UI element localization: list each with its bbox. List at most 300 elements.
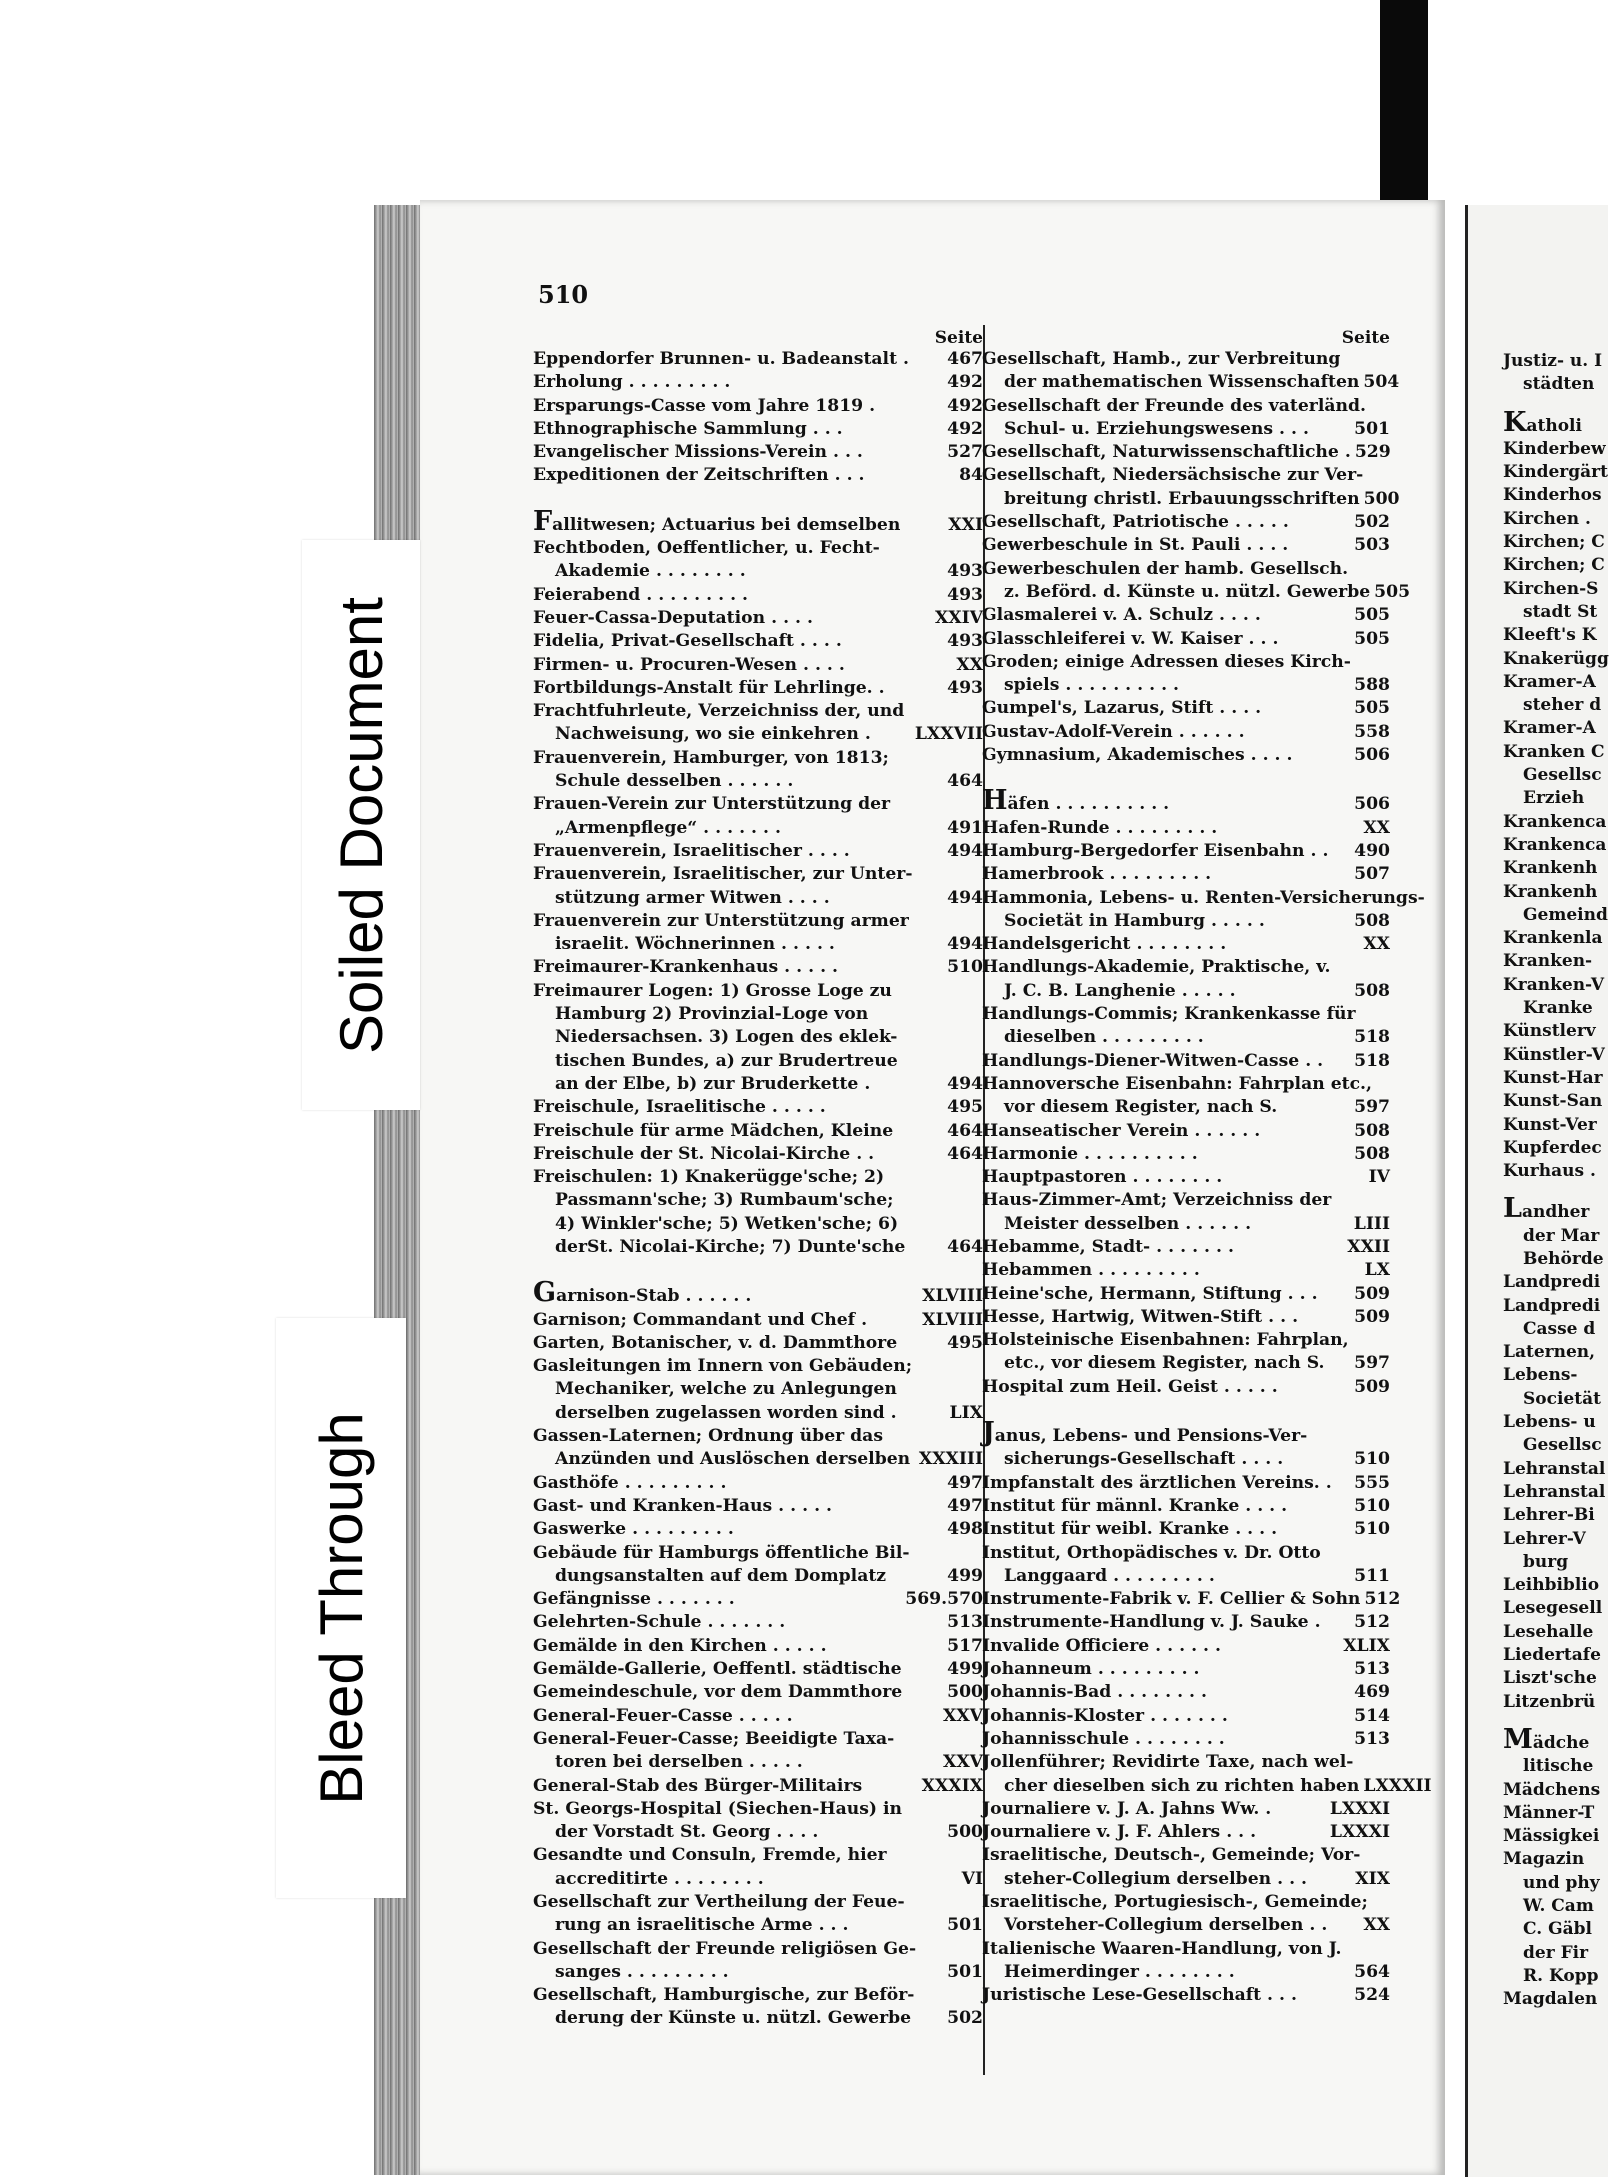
entry-page: 497 <box>947 1495 983 1516</box>
entry-title: an der Elbe, b) zur Bruderkette . <box>555 1073 871 1094</box>
index-entry <box>533 1425 983 1448</box>
entry-page: 493 <box>947 631 983 652</box>
index-entry <box>982 956 1390 979</box>
index-entry <box>533 1961 983 1984</box>
index-entry <box>533 2007 983 2030</box>
fragment-entry: der Fir <box>1523 1942 1589 1963</box>
index-entry <box>982 464 1390 487</box>
index-entry <box>982 721 1390 744</box>
index-entry <box>533 441 983 464</box>
entry-title: steher-Collegium derselben . . . <box>1004 1868 1308 1889</box>
index-entry <box>533 1705 983 1728</box>
entry-page: 588 <box>1354 675 1390 696</box>
index-entry <box>982 1658 1390 1681</box>
fragment-entry: Justiz- u. I <box>1503 351 1603 371</box>
index-entry <box>533 1166 983 1189</box>
entry-title: Handlungs-Diener-Witwen-Casse . . <box>982 1050 1324 1071</box>
entry-title: Niedersachsen. 3) Logen des eklek- <box>555 1027 898 1048</box>
index-entry <box>982 534 1390 557</box>
fragment-entry: Krankenla <box>1503 928 1603 949</box>
index-entry <box>982 1728 1390 1751</box>
index-entry <box>982 1166 1390 1189</box>
index-entry <box>533 505 983 537</box>
entry-page: 501 <box>1354 418 1390 439</box>
entry-title: Hauptpastoren . . . . . . . . <box>982 1167 1223 1188</box>
index-entry <box>533 1026 983 1049</box>
fragment-entry: Litzenbrü <box>1503 1691 1596 1712</box>
index-entry <box>533 607 983 630</box>
page-number: 510 <box>538 280 589 309</box>
entry-title: Anzünden und Auslöschen derselben <box>555 1449 911 1470</box>
index-entry <box>533 1096 983 1119</box>
fragment-entry: Katholi <box>1503 406 1582 438</box>
entry-title: Expeditionen der Zeitschriften . . . <box>533 465 865 486</box>
entry-page: 512 <box>1364 1589 1401 1610</box>
fragment-entry: Mässigkei <box>1503 1826 1600 1847</box>
entry-page: 492 <box>947 395 983 416</box>
fragment-entry: Kranken-V <box>1503 974 1605 995</box>
index-entry <box>533 1611 983 1634</box>
index-entry <box>533 1658 983 1681</box>
entry-page: 518 <box>1354 1027 1390 1048</box>
index-entry <box>982 1283 1390 1306</box>
fragment-entry: Casse d <box>1523 1318 1596 1339</box>
fragment-entry: Kranken C <box>1503 741 1605 762</box>
entry-title: 4) Winkler'sche; 5) Wetken'sche; 6) <box>555 1213 899 1234</box>
entry-page: 494 <box>947 887 983 908</box>
index-entry <box>982 1259 1390 1282</box>
entry-title: Gesellschaft, Naturwissenschaftliche . <box>982 442 1351 463</box>
entry-title: Hamburg 2) Provinzial-Loge von <box>555 1004 869 1025</box>
entry-title: israelit. Wöchnerinnen . . . . . <box>555 934 835 955</box>
index-entry <box>533 1518 983 1541</box>
entry-title: Johanneum . . . . . . . . . <box>982 1659 1200 1680</box>
entry-title: Meister desselben . . . . . . <box>1004 1213 1252 1234</box>
index-column-right <box>982 328 1432 2007</box>
entry-title: Institut für männl. Kranke . . . . <box>982 1495 1288 1516</box>
fragment-entry: Kunst-Har <box>1503 1067 1603 1088</box>
entry-page: 510 <box>1354 1495 1390 1516</box>
fragment-entry: Künstlerv <box>1503 1021 1596 1042</box>
entry-title: Garnison-Stab . . . . . . <box>533 1277 752 1309</box>
entry-title: Freischule, Israelitische . . . . . <box>533 1097 826 1118</box>
index-entry <box>982 1611 1390 1634</box>
entry-title: Israelitische, Portugiesisch-, Gemeinde; <box>982 1892 1368 1912</box>
entry-page: 555 <box>1354 1472 1390 1493</box>
index-entry <box>533 654 983 677</box>
entry-title: Fallitwesen; Actuarius bei demselben <box>533 505 901 537</box>
column-header-seite: Seite <box>1341 328 1390 348</box>
entry-page: 509 <box>1354 1376 1390 1397</box>
entry-title: Haus-Zimmer-Amt; Verzeichniss der <box>982 1190 1332 1211</box>
entry-title: Journaliere v. J. A. Jahns Ww. . <box>982 1798 1272 1819</box>
entry-page: IV <box>1368 1167 1390 1188</box>
fragment-entry: steher d <box>1523 695 1602 716</box>
entry-page: 513 <box>1354 1728 1390 1749</box>
fragment-entry: Kunst-Ver <box>1503 1114 1597 1135</box>
index-entry <box>982 1961 1390 1984</box>
entry-title: Gemeindeschule, vor dem Dammthore <box>533 1682 903 1703</box>
index-entry <box>533 1355 983 1378</box>
index-entry <box>982 558 1390 581</box>
index-entry <box>533 1402 983 1425</box>
fragment-entry: Gesellsc <box>1523 1435 1602 1456</box>
fragment-entry: Mädchens <box>1503 1779 1601 1800</box>
entry-title: Gesellschaft zur Vertheilung der Feue- <box>533 1892 905 1912</box>
index-entry <box>982 1518 1390 1541</box>
entry-page: LXXXI <box>1329 1822 1390 1843</box>
index-entry <box>533 1635 983 1658</box>
index-entry <box>982 1495 1390 1518</box>
entry-page: 509 <box>1354 1306 1390 1327</box>
entry-title: Nachweisung, wo sie einkehren . <box>555 724 871 745</box>
entry-title: General-Stab des Bürger-Militairs <box>533 1775 863 1796</box>
entry-page: 499 <box>947 1659 983 1680</box>
entry-title: Juristische Lese-Gesellschaft . . . <box>982 1985 1297 2006</box>
index-entry <box>982 1189 1390 1212</box>
entry-title: toren bei derselben . . . . . <box>555 1752 803 1773</box>
entry-title: Gemälde-Gallerie, Oeffentl. städtische <box>533 1659 902 1680</box>
index-entry <box>982 1329 1390 1352</box>
entry-page: 497 <box>947 1472 983 1493</box>
entry-title: der mathematischen Wissenschaften <box>1004 372 1360 393</box>
index-entry <box>533 1914 983 1937</box>
entry-page: 509 <box>1354 1283 1390 1304</box>
entry-page: 505 <box>1354 605 1390 626</box>
entry-title: Hebamme, Stadt- . . . . . . . <box>982 1236 1234 1257</box>
entry-title: Gewerbeschulen der hamb. Gesellsch. <box>982 558 1349 579</box>
index-entry <box>982 1821 1390 1844</box>
fragment-entry: Leihbiblio <box>1503 1575 1600 1596</box>
index-entry <box>533 1050 983 1073</box>
entry-title: Impfanstalt des ärztlichen Vereins. . <box>982 1472 1332 1493</box>
entry-page: XLIX <box>1343 1635 1390 1656</box>
index-entry <box>533 933 983 956</box>
index-entry <box>982 980 1390 1003</box>
entry-page: 491 <box>947 817 983 838</box>
entry-page: 492 <box>947 418 983 439</box>
section-initial: F <box>533 505 553 537</box>
entry-title: Frauenverein, Israelitischer . . . . <box>533 840 850 861</box>
section-gap <box>1468 397 1608 411</box>
index-entry <box>982 1775 1432 1798</box>
fragment-entry: Lehranstal <box>1503 1481 1606 1502</box>
fragment-entry: Kunst-San <box>1503 1091 1603 1112</box>
fragment-entry: Laternen, <box>1503 1342 1596 1363</box>
entry-page: 494 <box>947 840 983 861</box>
fragment-entry: Erzieh <box>1523 788 1585 809</box>
entry-title: Johannis-Bad . . . . . . . . <box>982 1682 1207 1703</box>
fragment-entry: Kirchen; C <box>1503 532 1605 553</box>
entry-title: Gesellschaft, Hamburgische, zur Beför- <box>533 1985 915 2006</box>
entry-page: 467 <box>947 349 983 369</box>
index-entry <box>533 1003 983 1026</box>
entry-page: 504 <box>1363 372 1400 393</box>
fragment-entry: Gemeind <box>1523 904 1608 925</box>
entry-title: Journaliere v. J. F. Ahlers . . . <box>982 1822 1257 1843</box>
entry-title: Eppendorfer Brunnen- u. Badeanstalt . <box>533 349 909 369</box>
entry-title: Hanseatischer Verein . . . . . . <box>982 1120 1261 1141</box>
entry-title: Gymnasium, Akademisches . . . . <box>982 745 1293 766</box>
index-entry <box>982 604 1390 627</box>
entry-title: Harmonie . . . . . . . . . . <box>982 1143 1198 1164</box>
fragment-entry: Kinderhos <box>1503 485 1602 506</box>
entry-title: Passmann'sche; 3) Rumbaum'sche; <box>555 1190 894 1211</box>
index-entry <box>982 441 1390 464</box>
entry-page: 527 <box>947 442 983 463</box>
entry-page: 513 <box>947 1612 983 1633</box>
entry-title: Hammonia, Lebens- u. Renten-Versicherungs- <box>982 887 1425 908</box>
entry-title: Mechaniker, welche zu Anlegungen <box>555 1379 897 1400</box>
entry-title: Akademie . . . . . . . . <box>555 561 746 582</box>
fragment-entry: Lehrer-V <box>1503 1528 1586 1549</box>
entry-title: breitung christl. Erbauungsschriften <box>1004 488 1360 509</box>
entry-title: Schul- u. Erziehungswesens . . . <box>1004 418 1309 439</box>
fragment-entry: Lehranstal <box>1503 1458 1606 1479</box>
index-entry <box>533 1378 983 1401</box>
index-entry <box>982 1565 1390 1588</box>
index-entry <box>982 817 1390 840</box>
fragment-entry: Kranken- <box>1503 951 1593 972</box>
fragment-entry: Gesellsc <box>1523 765 1602 786</box>
index-entry <box>533 1189 983 1212</box>
fragment-entry: C. Gäbl <box>1523 1919 1592 1940</box>
index-entry <box>982 348 1390 371</box>
entry-page: 493 <box>947 561 983 582</box>
index-entry <box>982 1868 1390 1891</box>
index-entry <box>982 1751 1390 1774</box>
entry-title: cher dieselben sich zu richten haben <box>1004 1775 1360 1796</box>
index-entry <box>533 1448 983 1471</box>
entry-page: 569.570 <box>905 1589 983 1610</box>
entry-title: Schule desselben . . . . . . <box>555 771 794 792</box>
entry-page: 503 <box>1354 535 1390 556</box>
index-entry <box>982 697 1390 720</box>
index-entry <box>533 1332 983 1355</box>
fragment-entry: Magazin <box>1503 1849 1585 1870</box>
entry-page: 469 <box>1354 1682 1390 1703</box>
entry-title: etc., vor diesem Register, nach S. <box>1004 1353 1325 1374</box>
entry-title: St. Georgs-Hospital (Siechen-Haus) in <box>533 1798 903 1819</box>
section-gap <box>1468 1183 1608 1197</box>
entry-title: Societät in Hamburg . . . . . <box>1004 910 1265 931</box>
entry-page: LX <box>1364 1260 1390 1281</box>
entry-title: rung an israelitische Arme . . . <box>555 1915 849 1936</box>
entry-page: 508 <box>1354 1143 1390 1164</box>
entry-title: accreditirte . . . . . . . . <box>555 1868 764 1889</box>
fragment-entry: litische <box>1523 1756 1594 1777</box>
entry-title: Feierabend . . . . . . . . . <box>533 584 749 605</box>
index-entry <box>982 1798 1390 1821</box>
right-page-text <box>1468 205 1608 2011</box>
index-entry <box>533 1821 983 1844</box>
entry-title: „Armenpflege“ . . . . . . . <box>555 817 781 838</box>
index-entry <box>533 770 983 793</box>
index-entry <box>982 1213 1390 1236</box>
dark-edge-strip <box>1380 0 1428 210</box>
entry-page: 505 <box>1354 628 1390 649</box>
entry-title: dungsanstalten auf dem Domplatz <box>555 1565 887 1586</box>
section-initial: K <box>1503 406 1527 438</box>
entry-title: Holsteinische Eisenbahnen: Fahrplan, <box>982 1330 1349 1351</box>
entry-page: 514 <box>1354 1705 1390 1726</box>
index-entry <box>982 1938 1390 1961</box>
entry-page: 490 <box>1354 840 1390 861</box>
index-entry <box>982 1376 1390 1399</box>
entry-page: 500 <box>947 1822 983 1843</box>
index-entry <box>982 488 1400 511</box>
fragment-entry: Kleeft's K <box>1503 625 1597 646</box>
entry-page: 517 <box>947 1635 983 1656</box>
entry-page: XXIV <box>934 607 983 628</box>
section-initial: M <box>1503 1723 1533 1755</box>
fragment-entry: Lebens- <box>1503 1365 1578 1386</box>
index-entry <box>533 1588 983 1611</box>
fragment-entry: Kirchen; C <box>1503 555 1605 576</box>
fragment-entry: Knakerügg <box>1503 648 1609 669</box>
fragment-entry: stadt St <box>1523 601 1598 622</box>
fragment-entry: Krankenh <box>1503 881 1598 902</box>
entry-title: Gasthöfe . . . . . . . . . <box>533 1472 727 1493</box>
index-entry <box>533 793 983 816</box>
entry-title: Gesellschaft, Hamb., zur Verbreitung <box>982 349 1341 369</box>
entry-page: 502 <box>947 2008 983 2029</box>
entry-title: Gast- und Kranken-Haus . . . . . <box>533 1495 833 1516</box>
entry-page: LXXXII <box>1363 1775 1432 1796</box>
entry-title: Handlungs-Akademie, Praktische, v. <box>982 957 1331 978</box>
index-entry <box>533 1472 983 1495</box>
entry-title: Gelehrten-Schule . . . . . . . <box>533 1612 786 1633</box>
fragment-entry: burg <box>1523 1551 1569 1572</box>
index-entry <box>982 371 1400 394</box>
entry-title: Frachtfuhrleute, Verzeichniss der, und <box>533 701 905 722</box>
entry-title: Groden; einige Adressen dieses Kirch- <box>982 651 1351 672</box>
index-entry <box>533 747 983 770</box>
section-gap <box>1468 1714 1608 1728</box>
entry-title: Heine'sche, Hermann, Stiftung . . . <box>982 1283 1318 1304</box>
index-entry <box>533 1565 983 1588</box>
index-entry <box>982 887 1425 910</box>
bleed-through-text: Bleed Through <box>307 1411 375 1805</box>
entry-title: Gemälde in den Kirchen . . . . . <box>533 1635 827 1656</box>
entry-title: Fidelia, Privat-Gesellschaft . . . . <box>533 631 842 652</box>
index-entry <box>533 1868 983 1891</box>
entry-title: Freischule der St. Nicolai-Kirche . . <box>533 1143 875 1164</box>
entry-title: Freimaurer Logen: 1) Grosse Loge zu <box>533 980 892 1001</box>
entry-page: XX <box>956 654 983 675</box>
entry-page: XLVIII <box>922 1286 983 1307</box>
section-initial: G <box>533 1277 557 1309</box>
entry-title: Hospital zum Heil. Geist . . . . . <box>982 1376 1278 1397</box>
index-entry <box>982 1003 1390 1026</box>
entry-page: 492 <box>947 372 983 393</box>
entry-title: Erholung . . . . . . . . . <box>533 372 731 393</box>
entry-title: tischen Bundes, a) zur Brudertreue <box>555 1050 898 1071</box>
index-entry <box>982 395 1390 418</box>
entry-title: Freimaurer-Krankenhaus . . . . . <box>533 957 839 978</box>
entry-title: z. Beförd. d. Künste u. nützl. Gewerbe <box>1004 581 1371 602</box>
index-entry <box>533 700 983 723</box>
entry-title: Gesellschaft, Niedersächsische zur Ver- <box>982 465 1364 486</box>
entry-title: Gesandte und Consuln, Fremde, hier <box>533 1845 887 1866</box>
entry-page: 502 <box>1354 512 1390 533</box>
index-entry <box>982 1026 1390 1049</box>
fragment-entry: Landpredi <box>1503 1295 1601 1316</box>
entry-page: 506 <box>1354 794 1390 815</box>
entry-title: Heimerdinger . . . . . . . . <box>1004 1961 1235 1982</box>
entry-page: 464 <box>947 1236 983 1257</box>
entry-page: XXI <box>948 514 983 535</box>
fragment-entry: Kindergärt <box>1503 462 1608 483</box>
index-entry <box>982 785 1390 817</box>
fragment-entry: R. Kopp <box>1523 1965 1599 1986</box>
entry-page: 597 <box>1354 1097 1390 1118</box>
section-initial: H <box>982 785 1008 817</box>
index-entry <box>533 887 983 910</box>
index-entry <box>533 1542 983 1565</box>
index-entry <box>533 418 983 441</box>
entry-title: Gebäude für Hamburgs öffentliche Bil- <box>533 1542 910 1563</box>
index-entry <box>533 464 983 487</box>
fragment-entry: Lebens- u <box>1503 1412 1596 1433</box>
entry-title: Israelitische, Deutsch-, Gemeinde; Vor- <box>982 1845 1361 1866</box>
index-entry <box>982 910 1390 933</box>
fragment-entry: Kirchen . <box>1503 508 1591 529</box>
entry-page: 493 <box>947 677 983 698</box>
entry-page: 507 <box>1354 864 1390 885</box>
index-entry <box>982 1306 1390 1329</box>
entry-title: stützung armer Witwen . . . . <box>555 887 830 908</box>
index-entry <box>533 1751 983 1774</box>
entry-title: Johannisschule . . . . . . . . <box>982 1728 1225 1749</box>
index-entry <box>533 584 983 607</box>
entry-title: Vorsteher-Collegium derselben . . <box>1004 1915 1328 1936</box>
index-entry <box>982 1914 1390 1937</box>
entry-page: 597 <box>1354 1353 1390 1374</box>
fragment-entry: Landpredi <box>1503 1272 1601 1293</box>
index-entry <box>982 933 1390 956</box>
index-entry <box>982 674 1390 697</box>
soiled-document-text: Soiled Document <box>327 596 395 1054</box>
entry-title: Handelsgericht . . . . . . . . <box>982 934 1227 955</box>
entry-title: Gesellschaft der Freunde des vaterländ. <box>982 395 1367 416</box>
index-entry <box>533 1277 983 1309</box>
column-header-seite: Seite <box>934 328 983 348</box>
entry-page: LIX <box>949 1402 983 1423</box>
index-entry <box>533 630 983 653</box>
fragment-entry: Krankenca <box>1503 811 1607 832</box>
entry-page: XX <box>1363 934 1390 955</box>
entry-title: derselben zugelassen worden sind . <box>555 1402 897 1423</box>
entry-title: Frauen-Verein zur Unterstützung der <box>533 794 891 815</box>
entry-title: Johannis-Kloster . . . . . . . <box>982 1705 1228 1726</box>
fragment-entry: Kranke <box>1523 998 1593 1019</box>
entry-title: Instrumente-Handlung v. J. Sauke . <box>982 1612 1321 1633</box>
index-entry <box>533 1681 983 1704</box>
entry-page: 501 <box>947 1961 983 1982</box>
fragment-entry: Kupferdec <box>1503 1137 1602 1158</box>
entry-page: XXXIX <box>921 1775 983 1796</box>
index-entry <box>982 1705 1390 1728</box>
entry-page: LIII <box>1353 1213 1390 1234</box>
entry-page: XXV <box>942 1705 983 1726</box>
entry-page: 564 <box>1354 1961 1390 1982</box>
entry-title: Freischulen: 1) Knakerügge'sche; 2) <box>533 1167 885 1188</box>
column-entries <box>982 348 1432 2007</box>
index-entry <box>982 1417 1390 1449</box>
entry-title: Handlungs-Commis; Krankenkasse für <box>982 1004 1356 1025</box>
entry-page: 508 <box>1354 910 1390 931</box>
